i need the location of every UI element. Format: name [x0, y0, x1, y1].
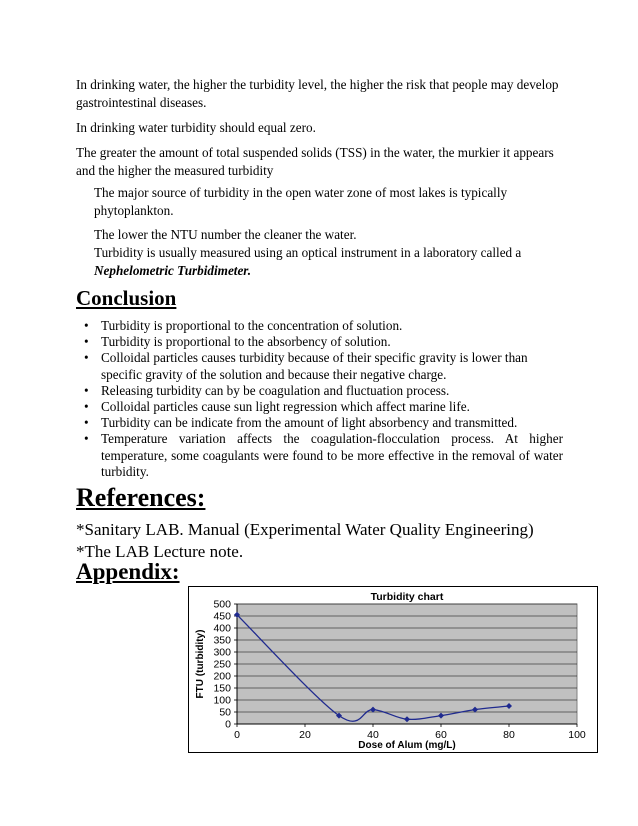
instrument-sentence: Turbidity is usually measured using an optical instrument in a laboratory called a — [94, 245, 522, 260]
turbidity-chart — [188, 586, 598, 753]
bullet-icon: • — [84, 399, 89, 415]
x-tick-label: 80 — [503, 729, 515, 741]
x-tick-label: 0 — [234, 729, 240, 741]
reference-item: *The LAB Lecture note. — [76, 542, 244, 561]
list-item: • Turbidity is proportional to the absorbency of solution. — [84, 334, 391, 350]
x-axis-label: Dose of Alum (mg/L) — [358, 740, 456, 751]
y-tick-label: 400 — [213, 622, 231, 635]
y-tick-label: 300 — [213, 646, 231, 659]
y-tick-label: 450 — [213, 610, 231, 623]
bullet-icon: • — [84, 334, 89, 350]
paragraph-zero-turbidity: In drinking water turbidity should equal zero. — [76, 120, 316, 135]
y-tick-label: 0 — [225, 718, 231, 731]
conclusion-list — [76, 318, 563, 480]
ntu-sentence: The lower the NTU number the cleaner the water. — [94, 227, 357, 242]
x-tick-label: 100 — [568, 729, 586, 741]
list-item: • Colloidal particles cause sun light regression which affect marine life. — [84, 399, 470, 415]
list-item: • Colloidal particles causes turbidity because of their specific gravity is lower than specific gravity of the solution and because their negative charge. — [84, 350, 528, 382]
paragraph-gastro-risk: In drinking water, the higher the turbidity level, the higher the risk that people may develop gastrointestinal diseases. — [76, 77, 559, 110]
x-tick-label: 40 — [367, 729, 379, 741]
y-tick-label: 50 — [219, 706, 231, 719]
paragraph-ntu — [94, 226, 566, 280]
bullet-icon: • — [84, 318, 89, 333]
appendix-heading: Appendix: — [76, 559, 180, 584]
y-axis-label: FTU (turbidity) — [195, 629, 206, 699]
paragraph-tss: The greater the amount of total suspended solids (TSS) in the water, the murkier it appears and the higher the measured turbidity — [76, 145, 554, 178]
reference-item: *Sanitary LAB. Manual (Experimental Water Quality Engineering) — [76, 520, 534, 539]
y-tick-label: 350 — [213, 634, 231, 647]
y-tick-label: 250 — [213, 658, 231, 671]
y-tick-label: 500 — [213, 598, 231, 611]
y-tick-label: 200 — [213, 670, 231, 683]
chart-title: Turbidity chart — [370, 591, 444, 603]
references-list — [76, 519, 576, 563]
conclusion-heading: Conclusion — [76, 286, 177, 310]
list-item: • Temperature variation affects the coagulation-flocculation process. At higher temperature, some coagulants were found to be more effective in the removal of water turbidity. — [84, 431, 563, 479]
paragraph-phytoplankton: The major source of turbidity in the open water zone of most lakes is typically phytoplankton. — [94, 185, 508, 218]
list-item: • Releasing turbidity can by be coagulation and fluctuation process. — [84, 382, 450, 398]
list-item: • Turbidity is proportional to the concentration of solution. — [84, 318, 403, 333]
bullet-icon: • — [84, 382, 89, 398]
x-tick-label: 60 — [435, 729, 447, 741]
bullet-icon: • — [84, 350, 89, 366]
turbidity-chart-svg — [189, 587, 597, 752]
bullet-icon: • — [84, 415, 89, 431]
list-item: • Turbidity can be indicate from the amount of light absorbency and transmitted. — [84, 415, 518, 431]
bullet-icon: • — [84, 431, 89, 447]
references-heading: References: — [76, 483, 206, 512]
y-tick-label: 150 — [213, 682, 231, 695]
x-tick-label: 20 — [299, 729, 311, 741]
y-tick-label: 100 — [213, 694, 231, 707]
instrument-name: Nephelometric Turbidimeter. — [94, 263, 252, 278]
